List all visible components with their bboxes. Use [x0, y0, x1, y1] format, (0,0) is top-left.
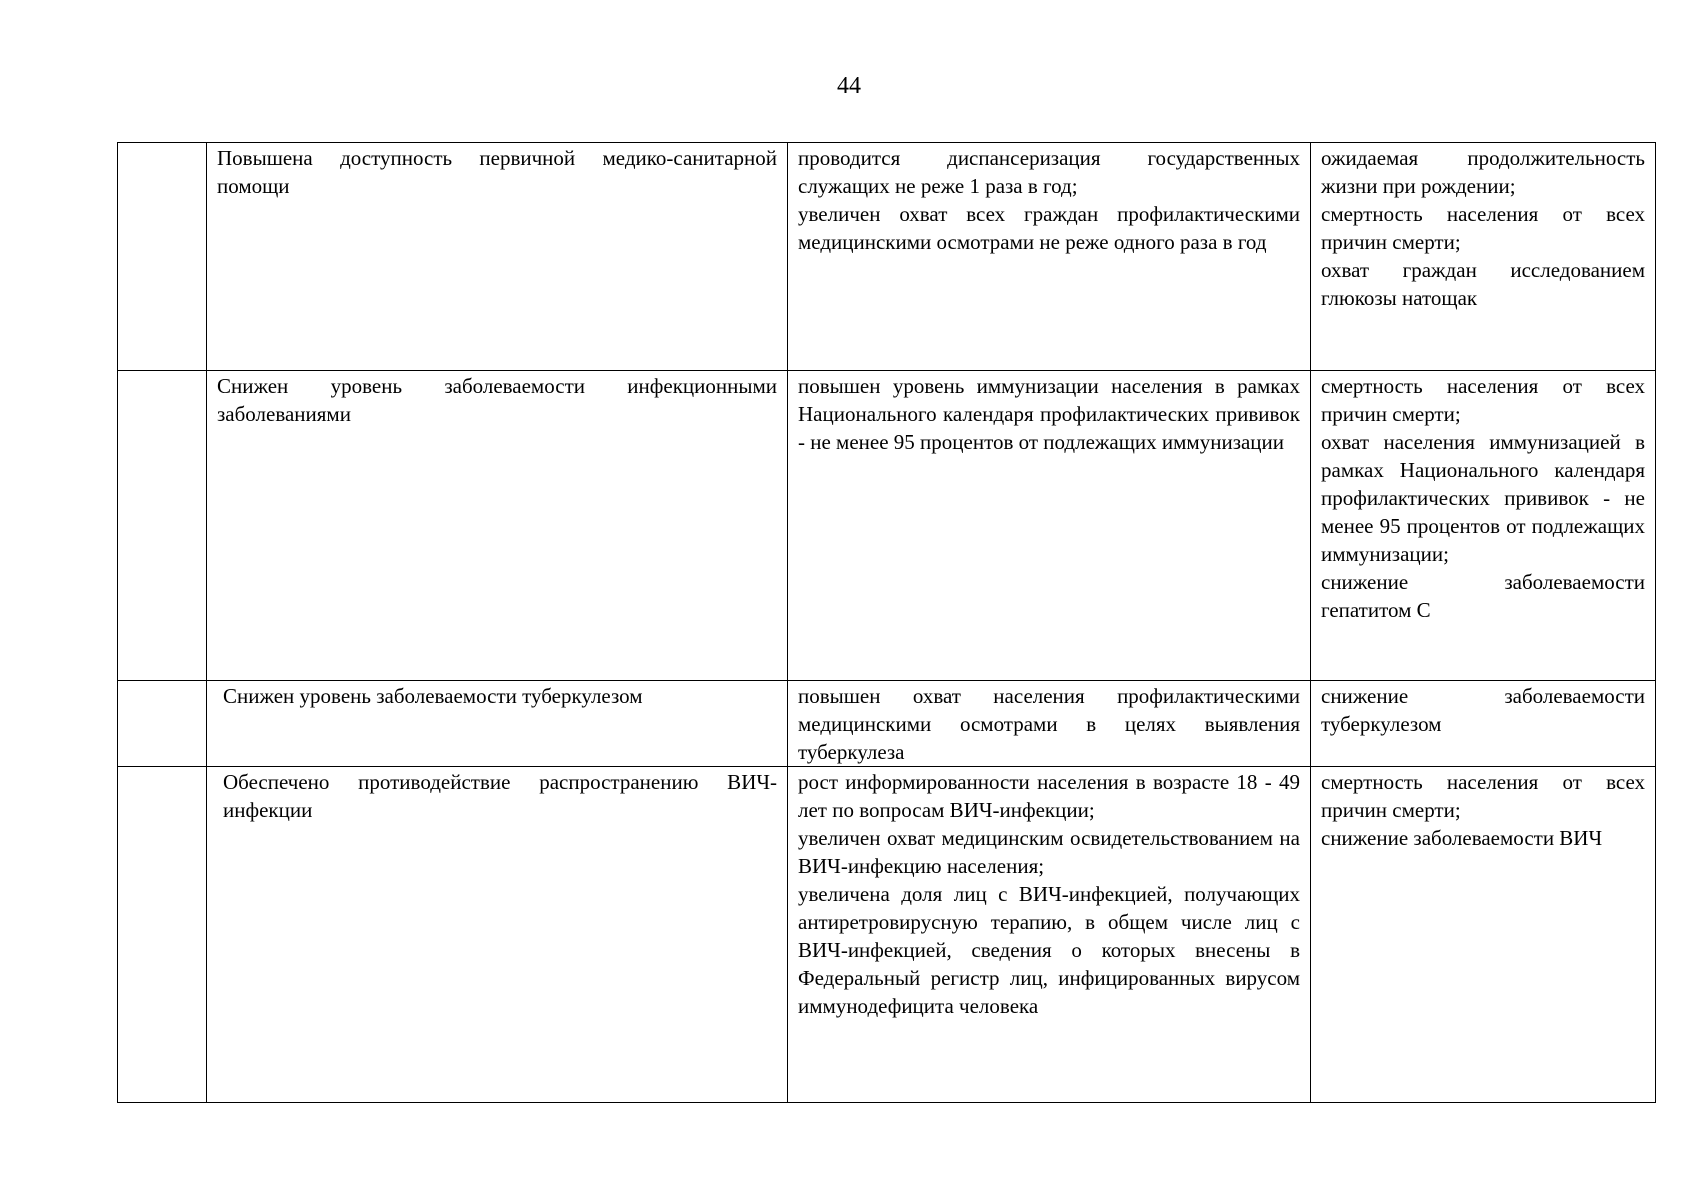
indicator-item: смертность населения от всех причин смерти;	[1321, 770, 1645, 822]
table-row	[118, 767, 1656, 1103]
table-cell-result	[207, 371, 788, 681]
table-cell-result	[207, 681, 788, 767]
table-cell-indicators	[1311, 767, 1656, 1103]
table-cell-number	[118, 143, 207, 371]
measure-item: увеличен охват всех граждан профилактическими медицинскими осмотрами не реже одного раза в год	[798, 202, 1300, 254]
indicator-item: снижение заболеваемости гепатитом С	[1321, 570, 1645, 622]
result-text: Снижен уровень заболеваемости инфекционными заболеваниями	[217, 374, 777, 426]
measure-item: увеличен охват медицинским освидетельствованием на ВИЧ-инфекцию населения;	[798, 826, 1300, 878]
indicator-item: ожидаемая продолжительность жизни при рождении;	[1321, 146, 1645, 198]
results-table	[117, 142, 1656, 1103]
table-cell-measures	[788, 681, 1311, 767]
measure-item: рост информированности населения в возрасте 18 - 49 лет по вопросам ВИЧ-инфекции;	[798, 770, 1300, 822]
table-cell-measures	[788, 767, 1311, 1103]
table-cell-number	[118, 767, 207, 1103]
indicator-item: смертность населения от всех причин смерти;	[1321, 374, 1645, 426]
measure-item: повышен охват населения профилактическими медицинскими осмотрами в целях выявления туберкулеза	[798, 684, 1300, 764]
table-row	[118, 143, 1656, 371]
table-cell-result	[207, 143, 788, 371]
measure-item: повышен уровень иммунизации населения в рамках Национального календаря профилактических прививок - не менее 95 процентов от подлежащих иммунизации	[798, 374, 1300, 454]
indicator-item: охват граждан исследованием глюкозы натощак	[1321, 258, 1645, 310]
result-text: Обеспечено противодействие распространению ВИЧ-инфекции	[223, 770, 777, 822]
table-cell-number	[118, 681, 207, 767]
table-cell-measures	[788, 371, 1311, 681]
result-text: Снижен уровень заболеваемости туберкулезом	[223, 684, 643, 708]
indicator-item: снижение заболеваемости туберкулезом	[1321, 684, 1645, 736]
table-cell-number	[118, 371, 207, 681]
indicator-item: смертность населения от всех причин смерти;	[1321, 202, 1645, 254]
table-cell-indicators	[1311, 371, 1656, 681]
table-cell-measures	[788, 143, 1311, 371]
table-row	[118, 681, 1656, 767]
indicator-item: снижение заболеваемости ВИЧ	[1321, 826, 1603, 850]
table-cell-result	[207, 767, 788, 1103]
result-text: Повышена доступность первичной медико-санитарной помощи	[217, 146, 777, 198]
measure-item: проводится диспансеризация государственных служащих не реже 1 раза в год;	[798, 146, 1300, 198]
table-row	[118, 371, 1656, 681]
measure-item: увеличена доля лиц с ВИЧ-инфекцией, получающих антиретровирусную терапию, в общем числе лиц с ВИЧ-инфекцией, сведения о которых внесены в Федеральный регистр лиц, инфицированных вирусом иммунодефицита человека	[798, 882, 1300, 1018]
table-cell-indicators	[1311, 681, 1656, 767]
indicator-item: охват населения иммунизацией в рамках Национального календаря профилактических прививок - не менее 95 процентов от подлежащих иммунизации;	[1321, 430, 1645, 566]
page-number: 44	[837, 73, 861, 99]
table-cell-indicators	[1311, 143, 1656, 371]
